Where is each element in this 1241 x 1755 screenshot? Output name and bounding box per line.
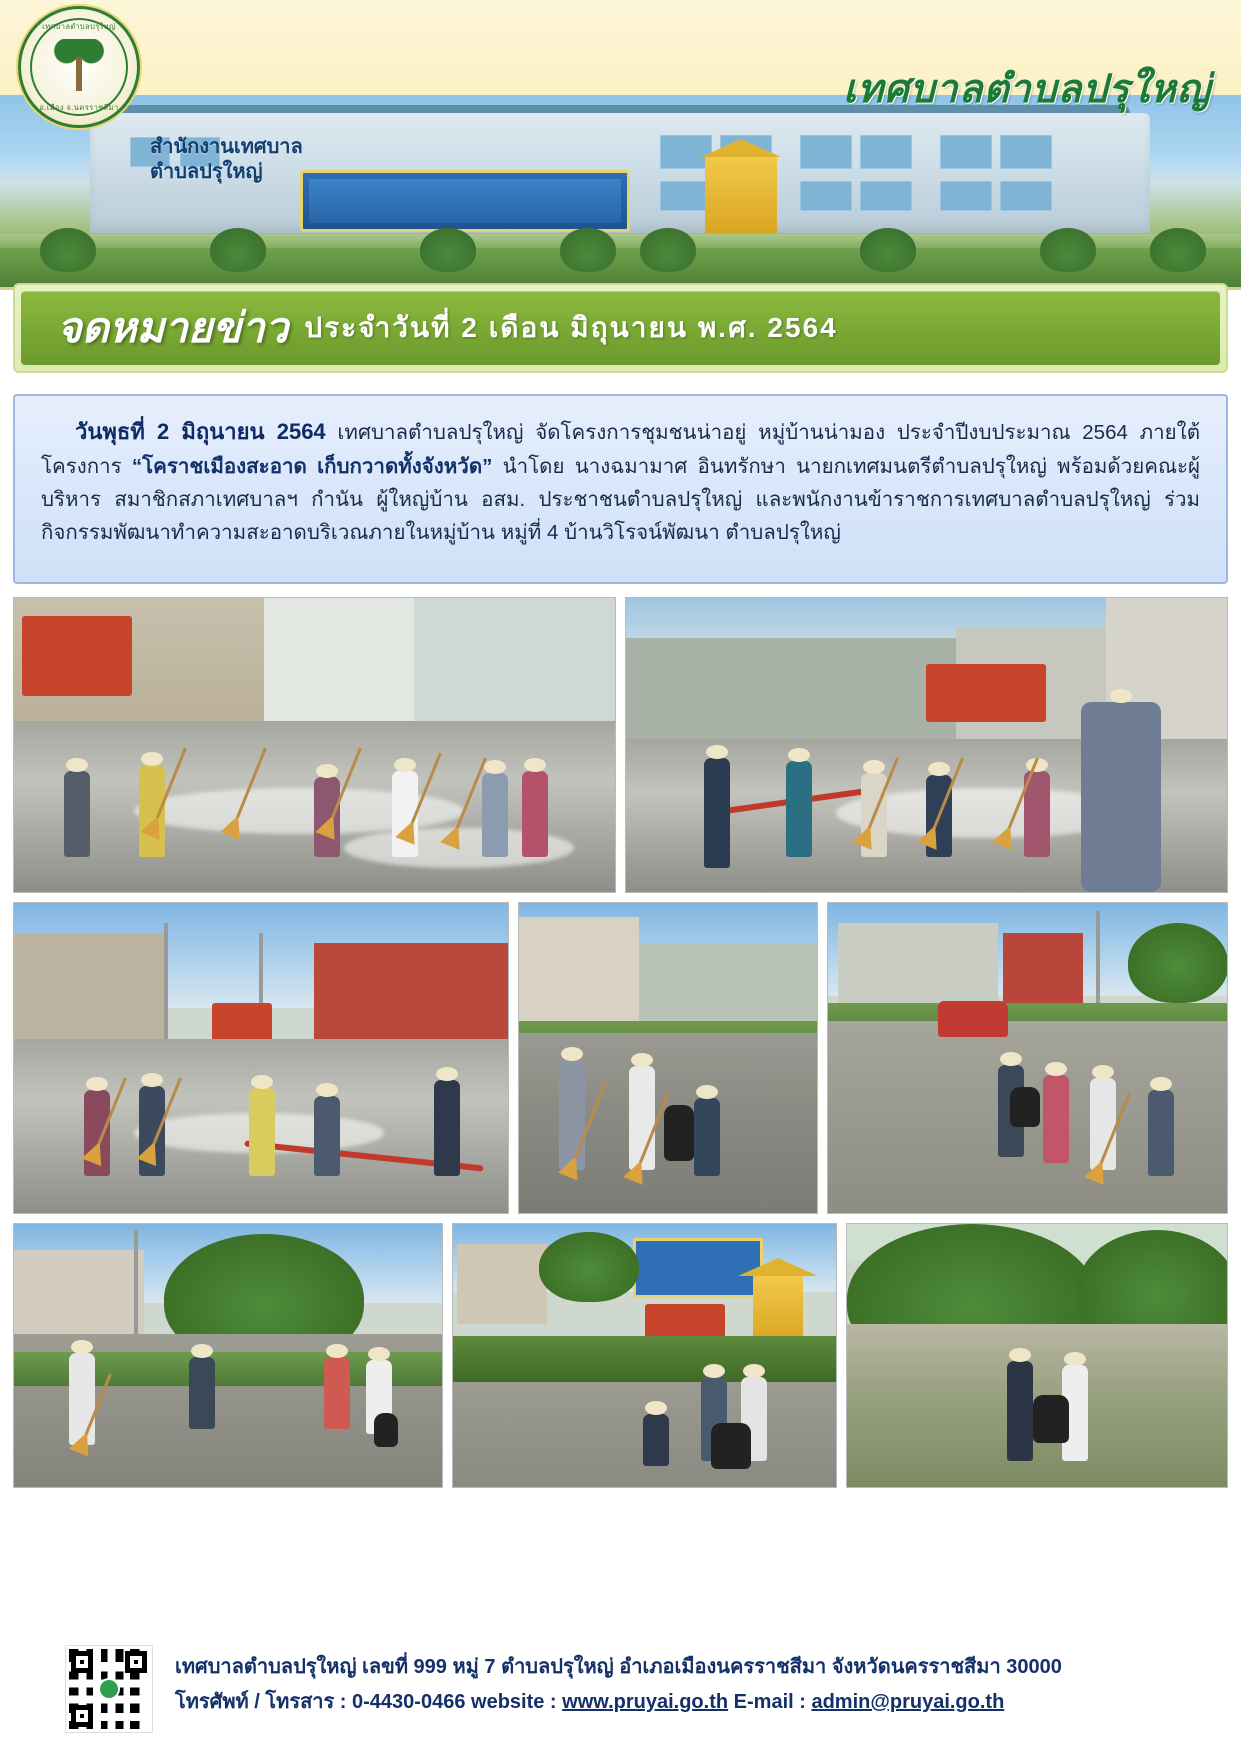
photo-5 <box>827 902 1228 1214</box>
photo-row-1 <box>13 597 1228 893</box>
page-header <box>0 0 1241 290</box>
footer-email-link[interactable]: admin@pruyai.go.th <box>811 1691 1005 1713</box>
logo-text-bottom: อ.เมือง จ.นครราชสีมา <box>39 103 119 112</box>
qr-code[interactable] <box>66 1646 152 1732</box>
news-body <box>13 394 1228 584</box>
photo-8 <box>846 1223 1228 1488</box>
photo-6 <box>13 1223 443 1488</box>
qr-center-logo <box>98 1678 120 1700</box>
photo-7 <box>452 1223 838 1488</box>
photo-1 <box>13 597 616 893</box>
logo-text-top: เทศบาลตำบลปรุใหญ่ <box>42 22 116 31</box>
newsletter-date: ประจำวันที่ 2 เดือน มิถุนายน พ.ศ. 2564 <box>304 312 838 343</box>
photo-4 <box>518 902 818 1214</box>
photo-3 <box>13 902 509 1214</box>
news-date-lead: วันพุธที่ 2 มิถุนายน 2564 <box>75 419 326 444</box>
palm-tree-icon <box>51 39 107 93</box>
newsletter-title-banner <box>13 283 1228 373</box>
footer-address: เทศบาลตำบลปรุใหญ่ เลขที่ 999 หมู่ 7 ตำบลปรุใหญ่ อำเภอเมืองนครราชสีมา จังหวัดนครราชสีมา 30000 <box>175 1656 1062 1678</box>
newsletter-title: จดหมายข่าว <box>57 304 289 351</box>
office-building-sign: สำนักงานเทศบาล ตำบลปรุใหญ่ <box>150 136 303 183</box>
news-project-name: “โคราชเมืองสะอาด เก็บกวาดทั้งจังหวัด” <box>131 454 493 478</box>
footer-contact-block <box>175 1650 1201 1720</box>
footer-email-label: E-mail : <box>733 1691 812 1713</box>
photo-2 <box>625 597 1228 893</box>
photo-row-3 <box>13 1223 1228 1488</box>
footer-website-label: website : <box>471 1691 563 1713</box>
page-title: เทศบาลตำบลปรุใหญ่ <box>843 68 1211 111</box>
royal-portrait-pavilion <box>705 155 777 235</box>
blue-banner-sign <box>300 170 630 232</box>
municipality-logo <box>18 6 140 128</box>
photo-gallery <box>13 597 1228 1488</box>
municipality-office-photo <box>0 95 1241 290</box>
news-paragraph-part2: นำโดย นางฉมามาศ อินทรักษา นายกเทศมนตรีตำบลปรุใหญ่ พร้อมด้วยคณะผู้บริหาร สมาชิกสภาเทศบาลฯ กำนัน ผู้ใหญ่บ้าน อสม. ประชาชนตำบลปรุใหญ่ และพนักงานข้าราชการเทศบาลตำบลปรุใหญ่ ร่วมกิจกรรมพัฒนาทำความสะอาดบริเวณภายในหมู่บ้าน หมู่ที่ 4 บ้านวิโรจน์พัฒนา ตำบลปรุใหญ่ <box>41 454 1200 545</box>
footer-phone: โทรศัพท์ / โทรสาร : 0-4430-0466 <box>175 1691 466 1713</box>
news-paragraph-part1: เทศบาลตำบลปรุใหญ่ จัดโครงการชุมชนน่าอยู่ หมู่บ้านน่ามอง ประจำปีงบประมาณ 2564 ภายใต้โครงการ <box>41 421 1201 478</box>
photo-row-2 <box>13 902 1228 1214</box>
footer-website-link[interactable]: www.pruyai.go.th <box>562 1691 729 1713</box>
page-footer <box>0 1618 1241 1755</box>
